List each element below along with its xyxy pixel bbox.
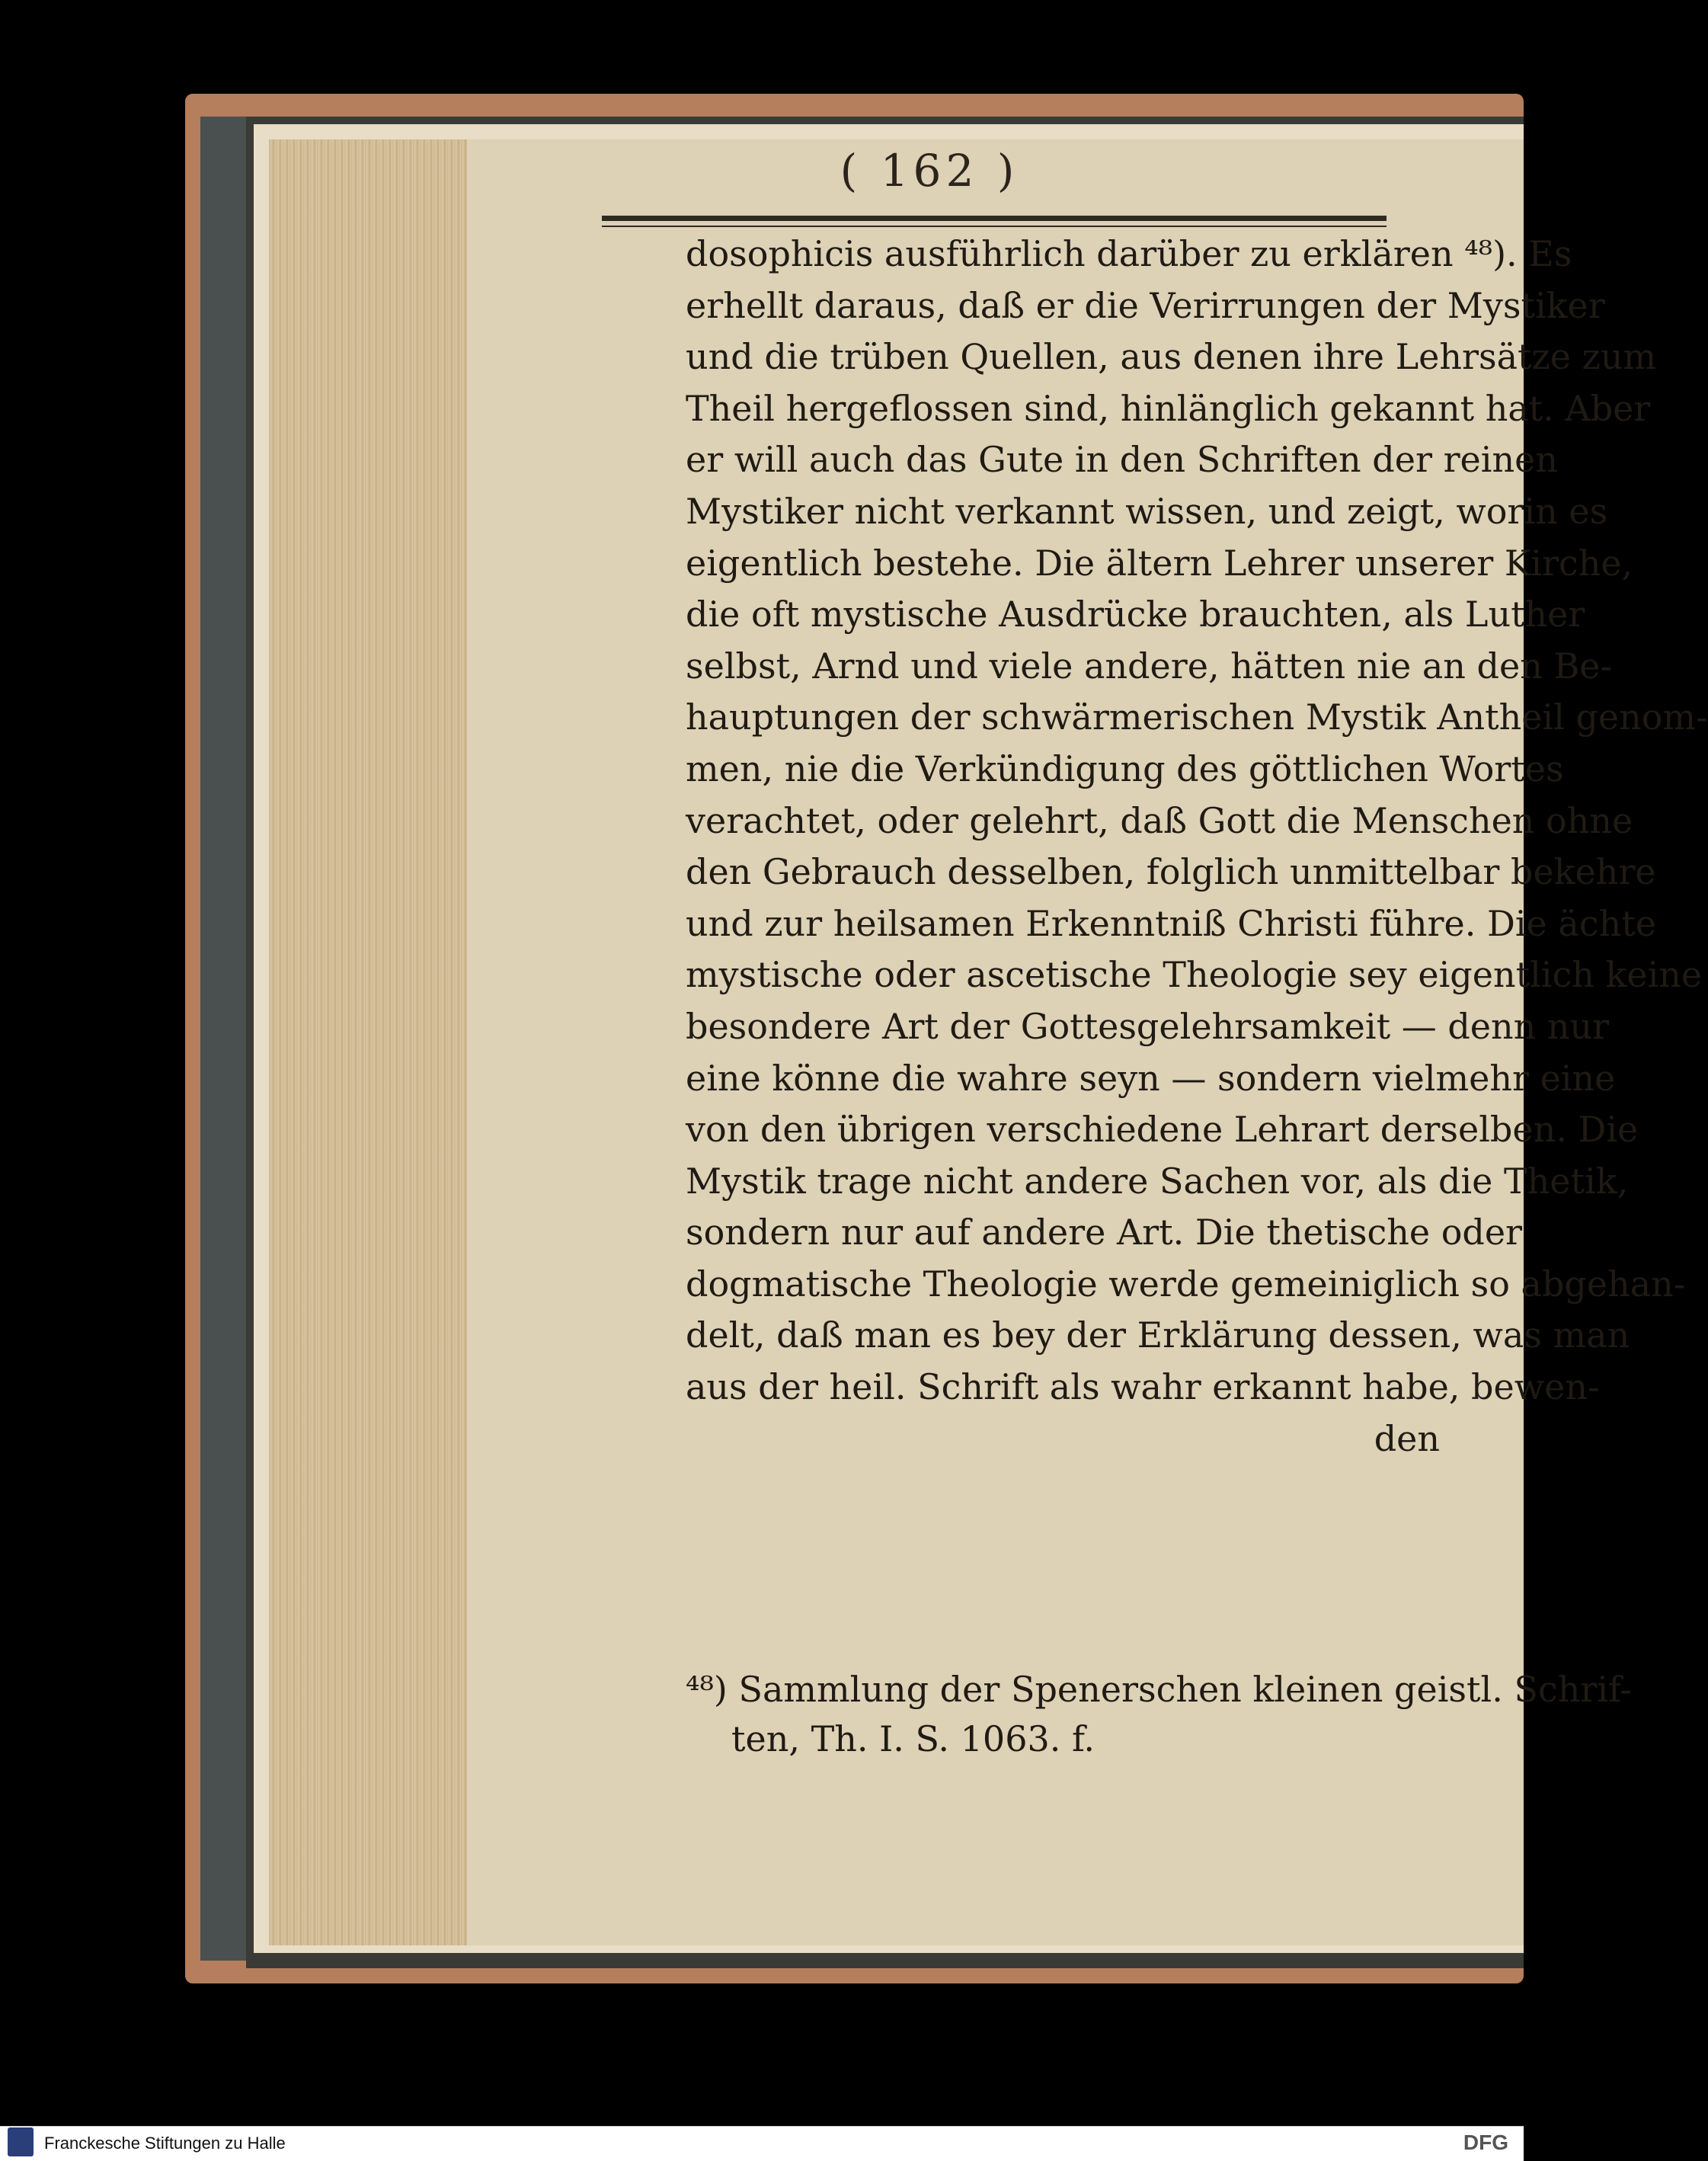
text-line: selbst, Arnd und viele andere, hätten nie an den Be-: [686, 645, 1613, 687]
text-line: erhellt daraus, daß er die Verirrungen der Mystiker: [686, 284, 1605, 326]
footnote: [686, 1665, 1632, 1764]
text-line: delt, daß man es bey der Erklärung dessen, was man: [686, 1314, 1630, 1356]
text-line: men, nie die Verkündigung des göttlichen Wortes: [686, 748, 1564, 789]
header-rule: [602, 216, 1387, 221]
text-line: eine könne die wahre seyn — sondern vielmehr eine: [686, 1057, 1616, 1099]
footnote-line: ten, Th. I. S. 1063. f.: [731, 1718, 1095, 1759]
text-line: hauptungen der schwärmerischen Mystik Antheil genom-: [686, 696, 1708, 738]
page-number-header: ( 162 ): [840, 145, 1019, 197]
text-line: sondern nur auf andere Art. Die thetische oder: [686, 1212, 1523, 1253]
text-line: die oft mystische Ausdrücke brauchten, als Luther: [686, 594, 1585, 635]
institution-name: Franckesche Stiftungen zu Halle: [44, 2134, 286, 2153]
text-line: dosophicis ausführlich darüber zu erklären ⁴⁸). Es: [686, 233, 1572, 274]
text-line: Mystiker nicht verkannt wissen, und zeigt, worin es: [686, 490, 1608, 532]
text-line: Theil hergeflossen sind, hinlänglich gekannt hat. Aber: [686, 387, 1651, 429]
body-text: [686, 229, 1708, 1465]
page-edges: [269, 139, 467, 1945]
header-rule-thin: [602, 226, 1387, 227]
text-line: Mystik trage nicht andere Sachen vor, als die Thetik,: [686, 1160, 1629, 1202]
text-line: eigentlich bestehe. Die ältern Lehrer unserer Kirche,: [686, 542, 1633, 584]
institution-logo-icon: [8, 2127, 34, 2156]
text-line: von den übrigen verschiedene Lehrart derselben. Die: [686, 1109, 1639, 1151]
text-line: dogmatische Theologie werde gemeiniglich so abgehan-: [686, 1263, 1686, 1305]
text-line: er will auch das Gute in den Schriften der reinen: [686, 439, 1558, 481]
text-line: aus der heil. Schrift als wahr erkannt habe, bewen-: [686, 1366, 1600, 1408]
dfg-logo: DFG: [1463, 2131, 1508, 2154]
text-line: mystische oder ascetische Theologie sey eigentlich keine: [686, 954, 1703, 996]
text-line: den Gebrauch desselben, folglich unmittelbar bekehre: [686, 851, 1656, 893]
text-line: und zur heilsamen Erkenntniß Christi führe. Die ächte: [686, 902, 1656, 944]
text-line: besondere Art der Gottesgelehrsamkeit — denn nur: [686, 1005, 1610, 1047]
catchword: den: [1374, 1417, 1440, 1459]
footnote-line: ⁴⁸) Sammlung der Spenerschen kleinen geistl. Schrif-: [686, 1669, 1632, 1710]
text-line: verachtet, oder gelehrt, daß Gott die Menschen ohne: [686, 799, 1633, 841]
text-line: und die trüben Quellen, aus denen ihre Lehrsätze zum: [686, 336, 1657, 378]
